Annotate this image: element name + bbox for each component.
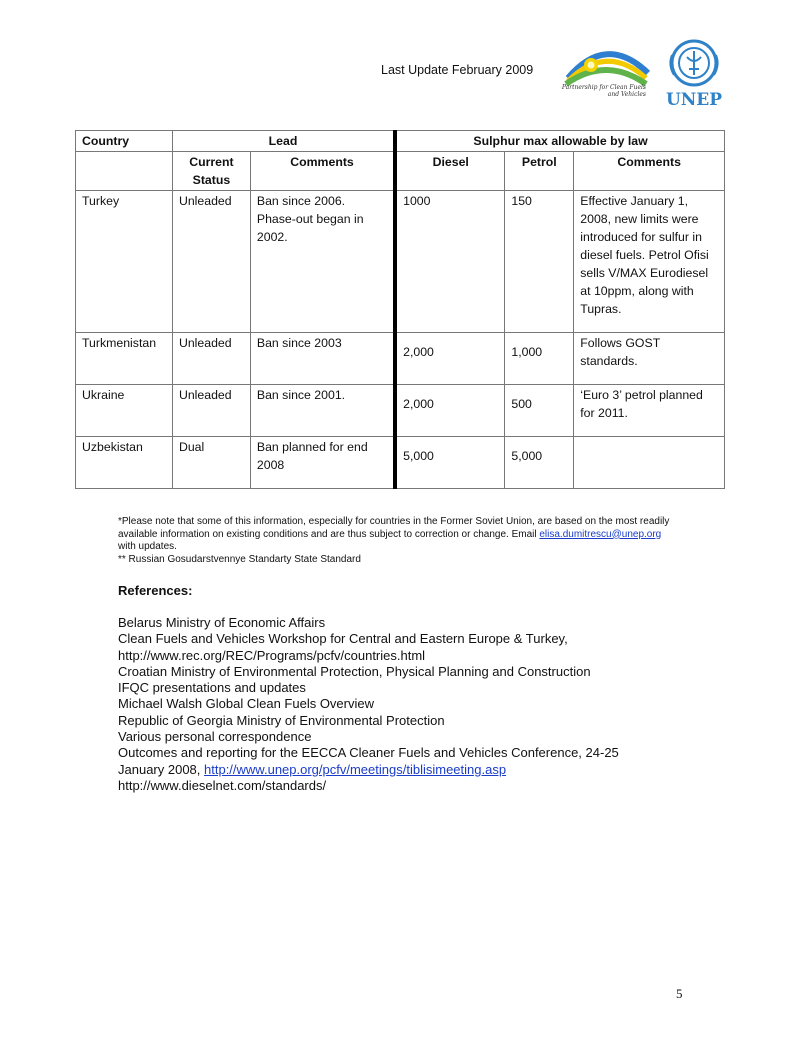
table-row (76, 191, 725, 333)
diesel-cell: 2,000 (395, 385, 505, 437)
header-current-status: Current Status (172, 152, 250, 191)
pcfv-tagline: Partnership for Clean Fuels and Vehicles (561, 84, 646, 98)
petrol-cell: 500 (505, 385, 574, 437)
country-cell: Turkey (76, 191, 173, 333)
un-emblem-icon (660, 35, 728, 91)
reference-item: Michael Walsh Global Clean Fuels Overview (118, 696, 375, 712)
comments-cell (574, 437, 725, 489)
status-cell: Unleaded (172, 385, 250, 437)
petrol-cell: 150 (505, 191, 574, 333)
reference-item: Croatian Ministry of Environmental Protection, Physical Planning and Construction (118, 663, 591, 679)
diesel-cell: 2,000 (395, 333, 505, 385)
country-cell: Uzbekistan (76, 437, 173, 489)
reference-item: Clean Fuels and Vehicles Workshop for Central and Eastern Europe & Turkey, (118, 631, 568, 647)
footnote-1-suffix: with updates. (118, 541, 177, 552)
unep-wordmark: UNEP (665, 90, 723, 110)
table-row (76, 437, 725, 489)
lead-comments-cell: Ban since 2006. Phase-out began in 2002. (250, 191, 395, 333)
status-cell: Unleaded (172, 191, 250, 333)
unep-logo (660, 35, 728, 115)
reference-link[interactable]: http://www.unep.org/pcfv/meetings/tiblisimeeting.asp (204, 761, 507, 777)
last-update-text: Last Update February 2009 (381, 63, 534, 77)
reference-item: Various personal correspondence (118, 729, 312, 745)
header-petrol: Petrol (505, 152, 574, 191)
diesel-cell: 1000 (395, 191, 505, 333)
comments-cell: Effective January 1, 2008, new limits were introduced for sulfur in diesel fuels. Petrol Ofisi sells V/MAX Eurodiesel at 10ppm, along with Tupras. (574, 191, 725, 333)
footnote-1 (118, 516, 678, 554)
status-cell: Dual (172, 437, 250, 489)
references-list (118, 615, 718, 794)
rainbow-logo-icon (558, 38, 654, 88)
table-row (76, 333, 725, 385)
comments-cell: ‘Euro 3’ petrol planned for 2011. (574, 385, 725, 437)
page-number: 5 (676, 986, 683, 1001)
country-cell: Ukraine (76, 385, 173, 437)
header-empty-cell (76, 152, 173, 191)
email-link[interactable]: elisa.dumitrescu@unep.org (539, 528, 662, 540)
fuel-standards-table (75, 130, 725, 489)
status-cell: Unleaded (172, 333, 250, 385)
reference-item: Belarus Ministry of Economic Affairs (118, 615, 326, 630)
footnote-2: ** Russian Gosudarstvennye Standarty State Standard (118, 553, 361, 565)
references-heading: References: (118, 583, 193, 598)
header-lead: Lead (172, 131, 395, 152)
footnote-1-text: *Please note that some of this information, especially for countries in the Former Soviet Union, are based on the most readily available information on existing conditions and are thus subject to correction or change. Email (118, 516, 670, 540)
header-country: Country (76, 131, 173, 152)
pcfv-logo (558, 38, 654, 102)
header-sulphur: Sulphur max allowable by law (395, 131, 724, 152)
reference-item: IFQC presentations and updates (118, 680, 306, 696)
reference-item: http://www.dieselnet.com/standards/ (118, 777, 327, 793)
footnotes (118, 516, 678, 566)
reference-item: Republic of Georgia Ministry of Environmental Protection (118, 712, 445, 728)
diesel-cell: 5,000 (395, 437, 505, 489)
reference-item: http://www.rec.org/REC/Programs/pcfv/countries.html (118, 647, 426, 663)
table-row (76, 385, 725, 437)
petrol-cell: 1,000 (505, 333, 574, 385)
header-diesel: Diesel (395, 152, 505, 191)
header-lead-comments: Comments (250, 152, 395, 191)
country-cell: Turkmenistan (76, 333, 173, 385)
reference-item: Outcomes and reporting for the EECCA Cleaner Fuels and Vehicles Conference, 24-25 (118, 745, 619, 761)
reference-text: January 2008, (118, 761, 205, 777)
reference-item (118, 762, 718, 778)
lead-comments-cell: Ban since 2001. (250, 385, 395, 437)
lead-comments-cell: Ban since 2003 (250, 333, 395, 385)
comments-cell: Follows GOST standards. (574, 333, 725, 385)
header-sulphur-comments: Comments (574, 152, 725, 191)
petrol-cell: 5,000 (505, 437, 574, 489)
lead-comments-cell: Ban planned for end 2008 (250, 437, 395, 489)
